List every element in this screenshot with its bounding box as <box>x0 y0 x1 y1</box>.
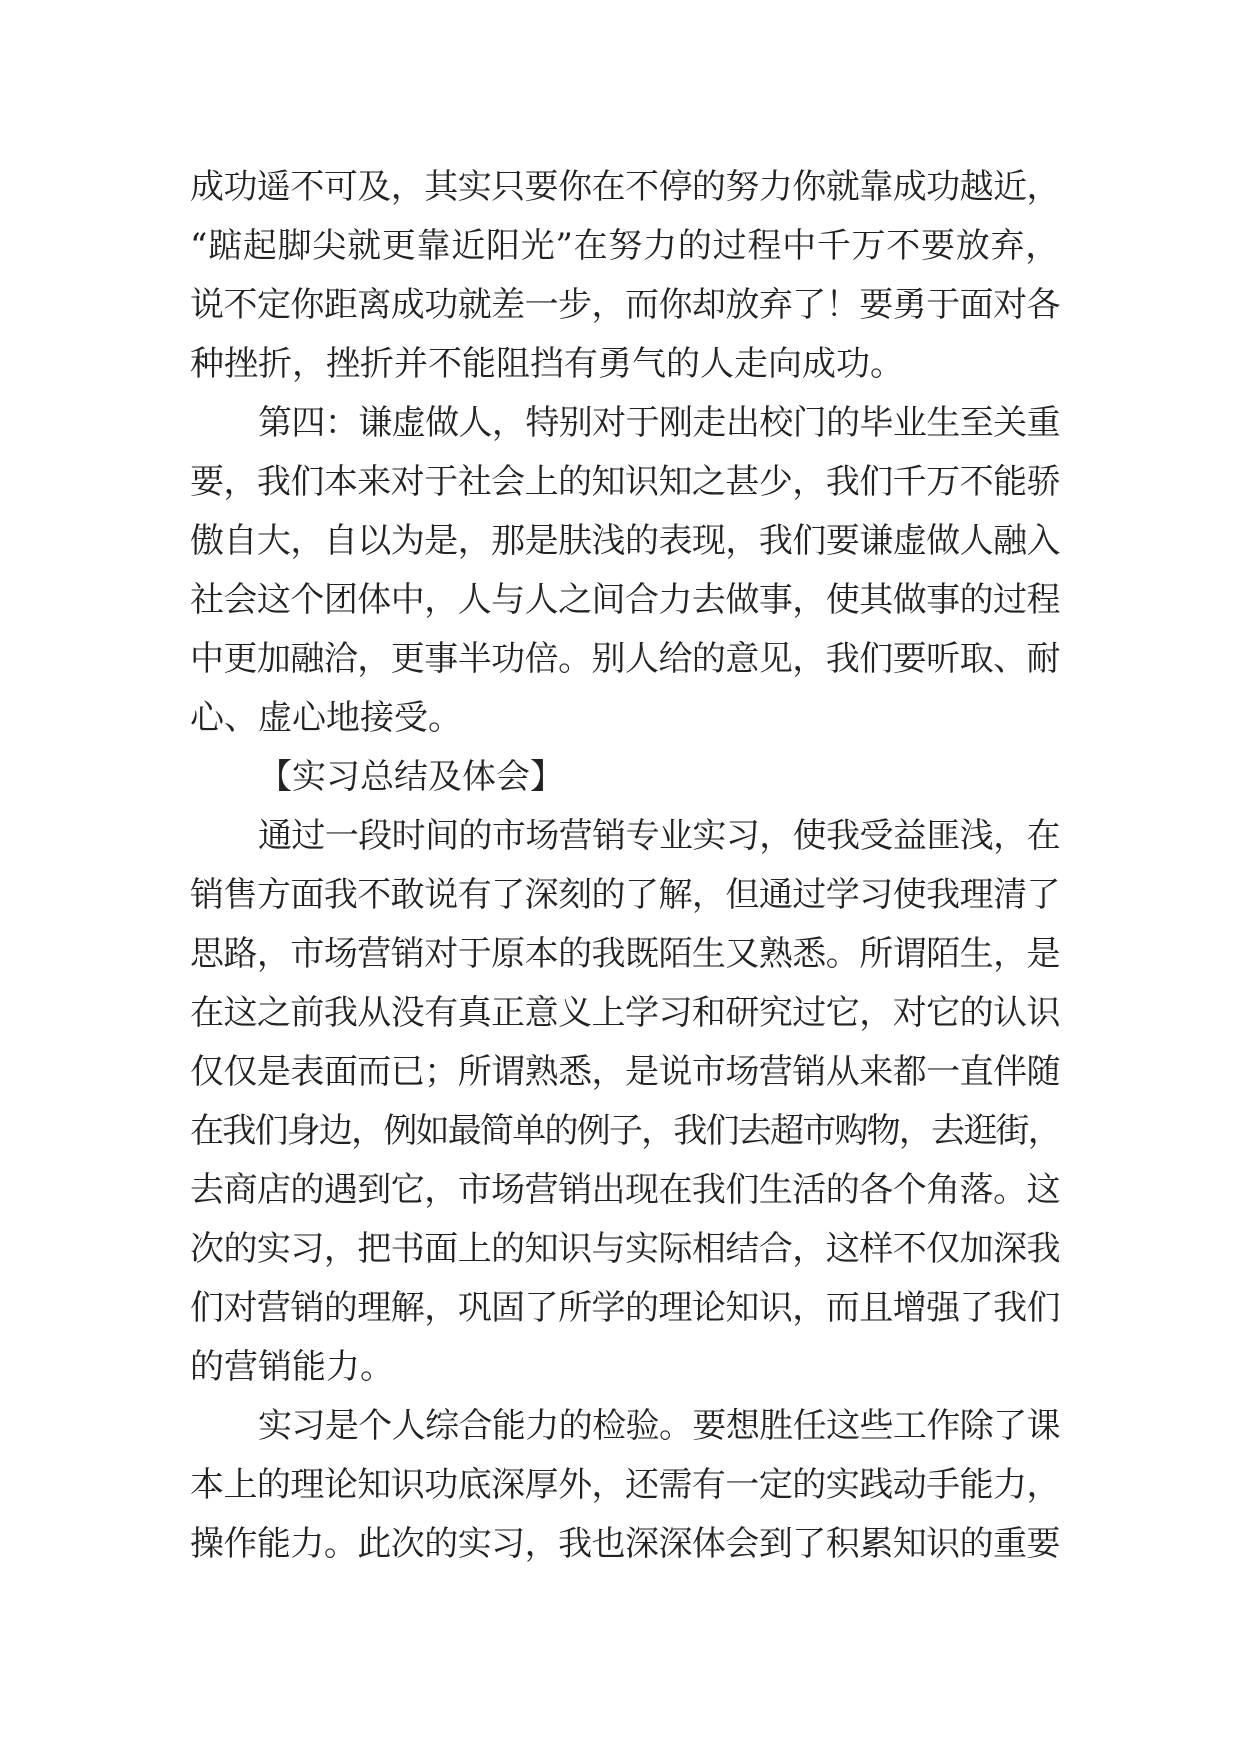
text-line: 社会这个团体中，人与人之间合力去做事，使其做事的过程 <box>190 580 1060 620</box>
text-line: 仅仅是表面而已；所谓熟悉，是说市场营销从来都一直伴随 <box>190 1052 1060 1092</box>
text-line: 去商店的遇到它，市场营销出现在我们生活的各个角落。这 <box>190 1170 1060 1210</box>
text-line: 中更加融洽，更事半功倍。别人给的意见，我们要听取、耐 <box>190 639 1060 679</box>
text-line: 思路，市场营销对于原本的我既陌生又熟悉。所谓陌生，是 <box>190 934 1060 974</box>
text-line: 傲自大，自以为是，那是肤浅的表现，我们要谦虚做人融入 <box>190 521 1060 561</box>
text-line: 在我们身边，例如最简单的例子，我们去超市购物，去逛街， <box>190 1111 1060 1151</box>
text-line: 【实习总结及体会】 <box>258 757 564 797</box>
text-line: 们对营销的理解，巩固了所学的理论知识，而且增强了我们 <box>190 1288 1060 1328</box>
text-line: 说不定你距离成功就差一步，而你却放弃了！要勇于面对各 <box>190 285 1060 325</box>
text-line: “踮起脚尖就更靠近阳光”在努力的过程中千万不要放弃， <box>190 226 1060 266</box>
document-body <box>190 158 1060 1574</box>
text-line: 次的实习，把书面上的知识与实际相结合，这样不仅加深我 <box>190 1229 1060 1269</box>
text-line: 种挫折，挫折并不能阻挡有勇气的人走向成功。 <box>190 344 904 384</box>
text-line: 在这之前我从没有真正意义上学习和研究过它，对它的认识 <box>190 993 1060 1033</box>
text-line: 心、虚心地接受。 <box>190 698 462 738</box>
text-line: 操作能力。此次的实习，我也深深体会到了积累知识的重要 <box>190 1524 1060 1564</box>
text-line: 成功遥不可及，其实只要你在不停的努力你就靠成功越近， <box>190 167 1060 207</box>
text-line: 要，我们本来对于社会上的知识知之甚少，我们千万不能骄 <box>190 462 1060 502</box>
text-line: 第四：谦虚做人，特别对于刚走出校门的毕业生至关重 <box>258 403 1060 443</box>
text-line: 本上的理论知识功底深厚外，还需有一定的实践动手能力， <box>190 1465 1060 1505</box>
text-line: 实习是个人综合能力的检验。要想胜任这些工作除了课 <box>258 1406 1060 1446</box>
text-line: 销售方面我不敢说有了深刻的了解，但通过学习使我理清了 <box>190 875 1060 915</box>
text-line: 通过一段时间的市场营销专业实习，使我受益匪浅，在 <box>258 816 1060 856</box>
text-line: 的营销能力。 <box>190 1347 394 1387</box>
